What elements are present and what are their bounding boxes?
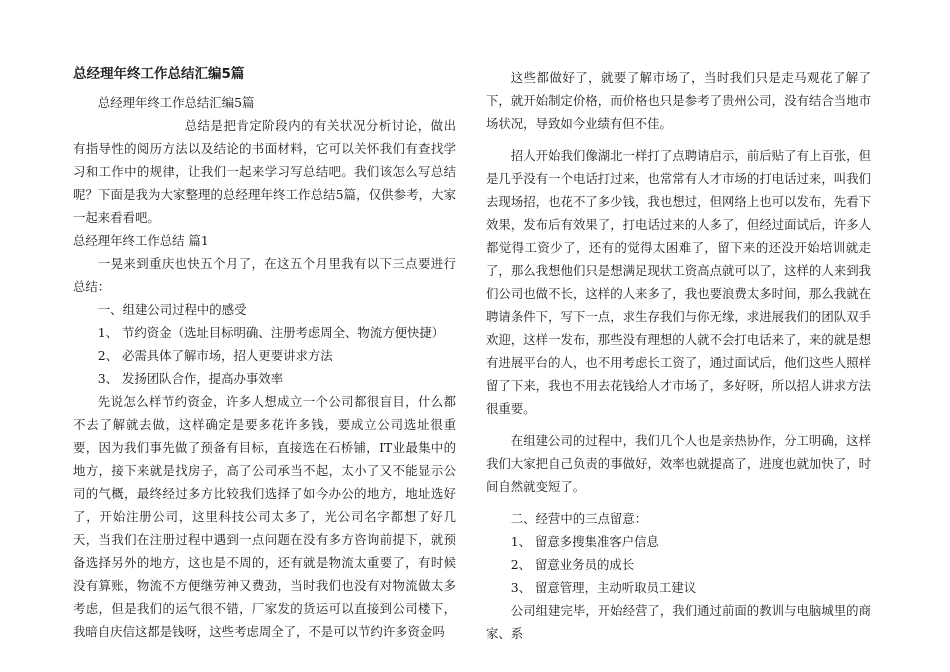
- paragraph: 招人开始我们像湖北一样打了点聘请启示，前后贴了有上百张，但是几乎没有一个电话打过来，也常常有人才市场的打电话过来，叫我们去现场招，也花不了多少钱，我也想过，但网络上也可以发布，先看下效果，发布后有效果了，打电话过来的人多了，但经过面试后，许多人都觉得工资少了，还有的觉得太困难了，留下来的还没开始培训就走了，那么我想他们只是想满足现状工资高点就可以了，这样的人来到我们公司也做不长，这样的人来多了，我也要浪费太多时间，那么我就在聘请条件下，写下一点，求生存我们与你无缘，求进展我们的团队双手欢迎，这样一发布，那些没有理想的人就不会打电话来了，来的就是想有进展平台的人，也不用考虑长工资了，通过面试后，他们这些人照样留了下来，我也不用去花钱给人才市场了，多好呀，所以招人讲求方法很重要。: [486, 148, 871, 416]
- list-item: 1、 留意多搜集准客户信息: [510, 534, 659, 549]
- list-item: 2、 留意业务员的成长: [510, 557, 635, 572]
- list-item: 3、 留意管理，主动听取员工建议: [510, 580, 697, 595]
- right-column: [486, 66, 871, 645]
- section-heading: 二、经营中的三点留意：: [510, 511, 648, 526]
- section-heading-1: 总经理年终工作总结 篇1: [73, 233, 209, 248]
- document-title: 总经理年终工作总结汇编5篇: [73, 66, 245, 82]
- paragraph: 一晃来到重庆也快五个月了，在这五个月里我有以下三点要进行总结：: [73, 256, 456, 294]
- paragraph: 公司组建完毕，开始经营了，我们通过前面的教训与电脑城里的商家、系: [486, 603, 871, 641]
- list-item: 1、 节约资金（选址目标明确、注册考虑周全、物流方便快捷）: [97, 325, 445, 340]
- paragraph: 这些都做好了，就要了解市场了，当时我们只是走马观花了解了下，就开始制定价格，而价格也只是参考了贵州公司，没有结合当地市场状况，导致如今业绩有但不佳。: [486, 70, 871, 131]
- left-column: [73, 66, 456, 643]
- paragraph: 先说怎么样节约资金，许多人想成立一个公司都很盲目，什么都不去了解就去做，这样确定是要多花许多钱，要成立公司选址很重要，因为我们事先做了预备有目标，直接选在石桥铺，IT业最集中的地方，接下来就是找房子，高了公司承当不起，太小了又不能显示公司的气概，最终经过多方比较我们选择了如今办公的地方，地址选好了，开始注册公司，这里科技公司太多了，光公司名字都想了好几天，当我们在注册过程中遇到一点问题在没有多方咨询前提下，就预备选择另外的地方，这也是不周的，还有就是物流太重要了，有时候没有算账，物流不方便继劳神又费劲，当时我们也没有对物流做太多考虑，但是我们的运气很不错，厂家发的货运可以直接到公司楼下，我暗自庆信这都是钱呀，这些考虑周全了，不是可以节约许多资金吗: [73, 394, 456, 639]
- subtitle: 总经理年终工作总结汇编5篇: [97, 95, 255, 110]
- list-item: 2、 必需具体了解市场，招人更要讲求方法: [97, 348, 333, 363]
- paragraph: 在组建公司的过程中，我们几个人也是亲热协作，分工明确，这样我们大家把自己负责的事做好，效率也就提高了，进度也就加快了，时间自然就变短了。: [486, 433, 871, 494]
- section-heading: 一、组建公司过程中的感受: [97, 302, 247, 317]
- intro-paragraph: 总结是把肯定阶段内的有关状况分析讨论，做出有指导性的阅历方法以及结论的书面材料，它可以关怀我们有查找学习和工作中的规律，让我们一起来学习写总结吧。我们该怎么写总结呢？下面是我为大家整理的总经理年终工作总结5篇，仅供参考，大家一起来看看吧。: [73, 118, 456, 225]
- list-item: 3、 发扬团队合作，提高办事效率: [97, 371, 284, 386]
